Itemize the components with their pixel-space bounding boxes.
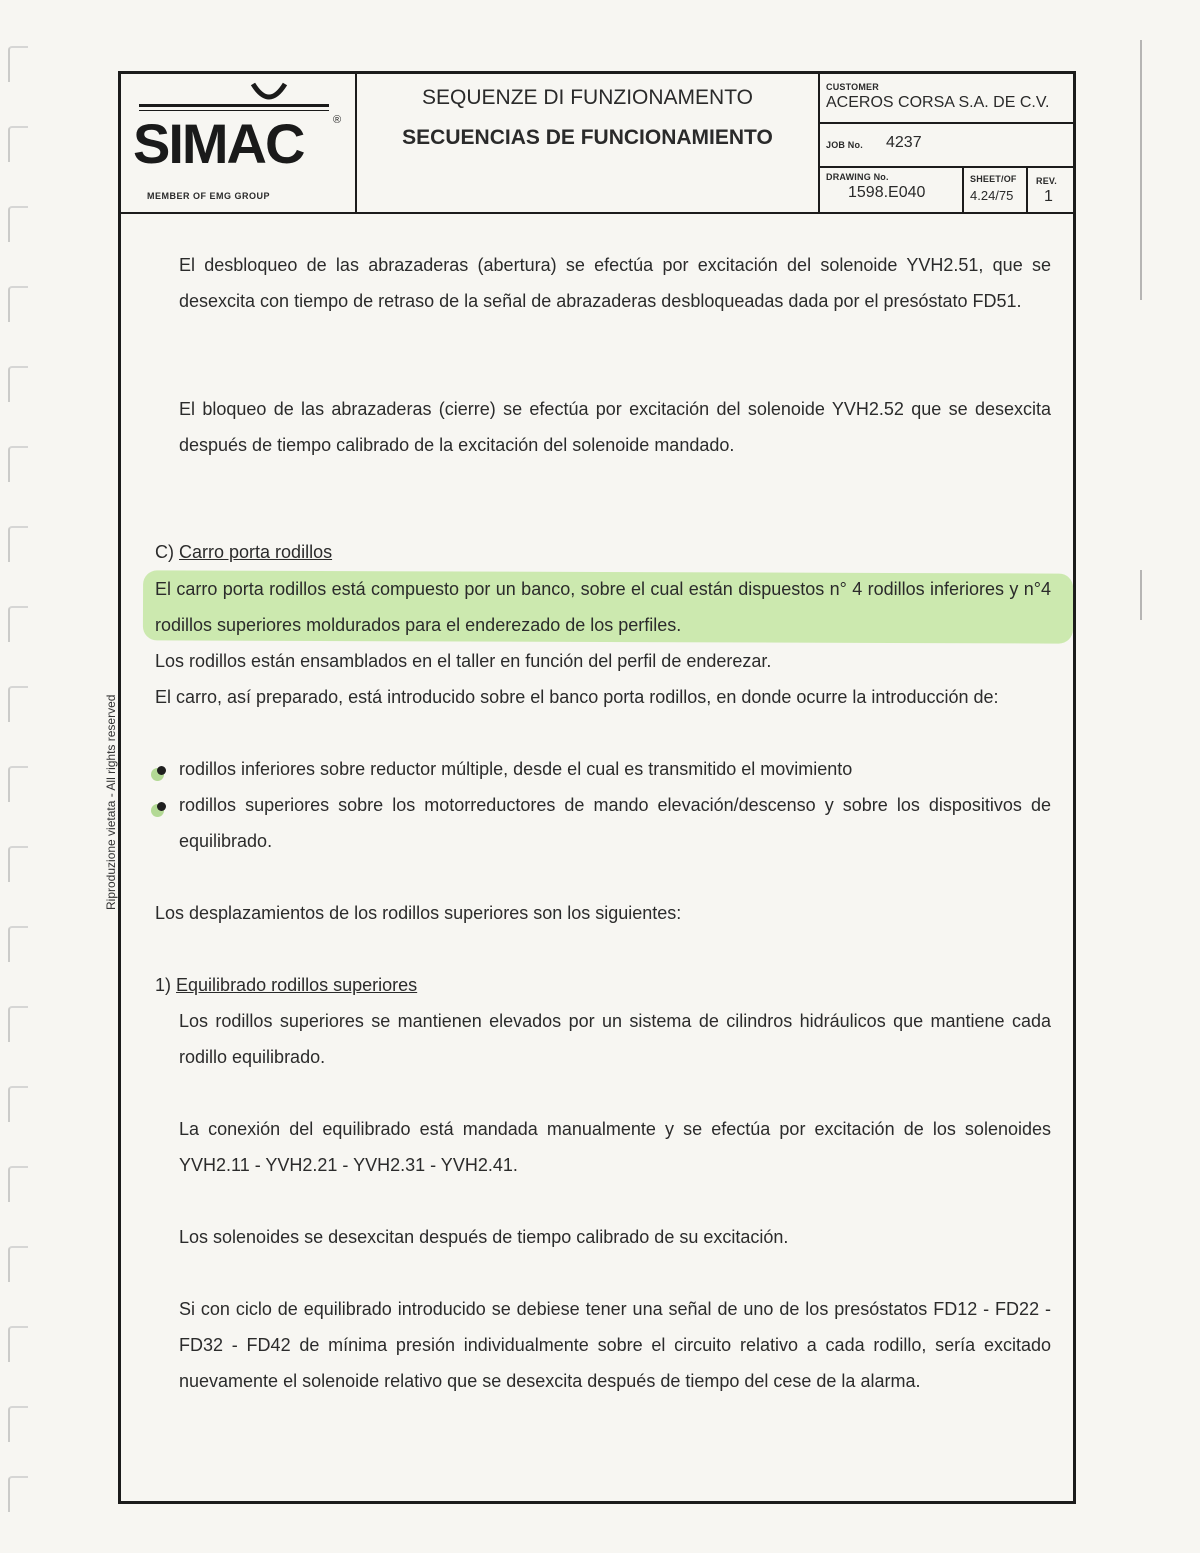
bullet-item: rodillos superiores sobre los motorreductores de mando elevación/descenso y sobre los dispositivos de equilibrado. — [179, 795, 1051, 851]
section-1-prefix: 1) — [155, 975, 172, 995]
drawing-value: 1598.E040 — [848, 184, 926, 201]
paragraph-clamps-unlock: El desbloqueo de las abrazaderas (abertura) se efectúa por excitación del solenoide YVH2.51, que se desexcita con tiempo de retraso de la señal de abrazaderas desbloqueadas dada por el presóstato FD51. — [179, 255, 1051, 311]
bullet-icon — [157, 766, 166, 775]
title-italian: SEQUENZE DI FUNZIONAMENTO — [422, 86, 753, 109]
section-c-prefix: C) — [155, 542, 174, 562]
divider — [1026, 168, 1028, 212]
job-row — [820, 124, 1073, 168]
logo-wordmark: SIMAC — [133, 112, 304, 175]
job-value: 4237 — [886, 134, 922, 151]
logo-emblem-icon — [249, 80, 289, 110]
customer-row — [820, 74, 1073, 124]
document-frame — [118, 71, 1076, 1504]
paragraph-displacements: Los desplazamientos de los rodillos superiores son los siguientes: — [155, 903, 682, 923]
paragraph-clamps-lock: El bloqueo de las abrazaderas (cierre) se efectúa por excitación del solenoide YVH2.52 que se desexcita después de tiempo calibrado de la excitación del solenoide mandado. — [179, 399, 1051, 455]
customer-value: ACEROS CORSA S.A. DE C.V. — [826, 94, 1050, 111]
section-c-heading — [155, 534, 332, 570]
title-block — [121, 74, 1073, 214]
paragraph-balancing-cylinders: Los rodillos superiores se mantienen elevados por un sistema de cilindros hidráulicos que mantiene cada rodillo equilibrado. — [179, 1011, 1051, 1067]
sheet-value: 4.24/75 — [970, 188, 1014, 203]
logo-bar-thin — [139, 110, 329, 111]
binding-holes — [0, 0, 40, 1553]
drawing-label: DRAWING No. — [826, 172, 889, 182]
registered-mark-icon: ® — [333, 114, 342, 126]
paragraph-carriage-prepared: El carro, así preparado, está introducido sobre el banco porta rodillos, en donde ocurre la introducción de: — [155, 687, 999, 707]
metadata-cell — [820, 74, 1073, 212]
paragraph-carriage-highlighted: El carro porta rodillos está compuesto por un banco, sobre el cual están dispuestos n° 4 rodillos inferiores y n°4 rodillos superiores moldurados para el enderezado de los perfiles. — [155, 579, 1051, 635]
section-c-title: Carro porta rodillos — [179, 542, 333, 562]
paragraph-rollers-assembly: Los rodillos están ensamblados en el taller en función del perfil de enderezar. — [155, 651, 772, 671]
title-spanish: SECUENCIAS DE FUNCIONAMIENTO — [402, 126, 773, 149]
logo-member-line: MEMBER OF EMG GROUP — [147, 191, 271, 201]
scan-edge-line — [1140, 570, 1142, 620]
bullet-item: rodillos inferiores sobre reductor múltiple, desde el cual es transmitido el movimiento — [179, 759, 853, 779]
title-cell — [357, 74, 820, 212]
divider — [962, 168, 964, 212]
section-1-heading — [155, 967, 417, 1003]
section-1-title: Equilibrado rodillos superiores — [176, 975, 418, 995]
rev-label: REV. — [1036, 176, 1057, 186]
paragraph-solenoids-deenergize: Los solenoides se desexcitan después de tiempo calibrado de su excitación. — [179, 1227, 789, 1247]
rev-value: 1 — [1044, 188, 1053, 205]
logo-bar — [139, 104, 329, 107]
company-logo — [121, 74, 357, 212]
paragraph-balancing-connection: La conexión del equilibrado está mandada manualmente y se efectúa por excitación de los solenoides YVH2.11 - YVH2.21 - YVH2.31 - YVH2.41. — [179, 1119, 1051, 1175]
paragraph-pressure-alarm: Si con ciclo de equilibrado introducido se debiese tener una señal de uno de los presóstatos FD12 - FD22 - FD32 - FD42 de mínima presión individualmente sobre el circuito relativo a cada rodillo, sería excitado nuevamente el solenoide relativo que se desexcita después de tiempo del cese de la alarma. — [179, 1299, 1051, 1391]
bullet-icon — [157, 802, 166, 811]
copyright-note: Riproduzione vietata - All rights reserved — [104, 694, 118, 910]
scan-edge-line — [1140, 40, 1142, 300]
sheet-label: SHEET/OF — [970, 174, 1017, 184]
customer-label: CUSTOMER — [826, 82, 879, 92]
drawing-row — [820, 168, 1073, 212]
job-label: JOB No. — [826, 140, 863, 150]
